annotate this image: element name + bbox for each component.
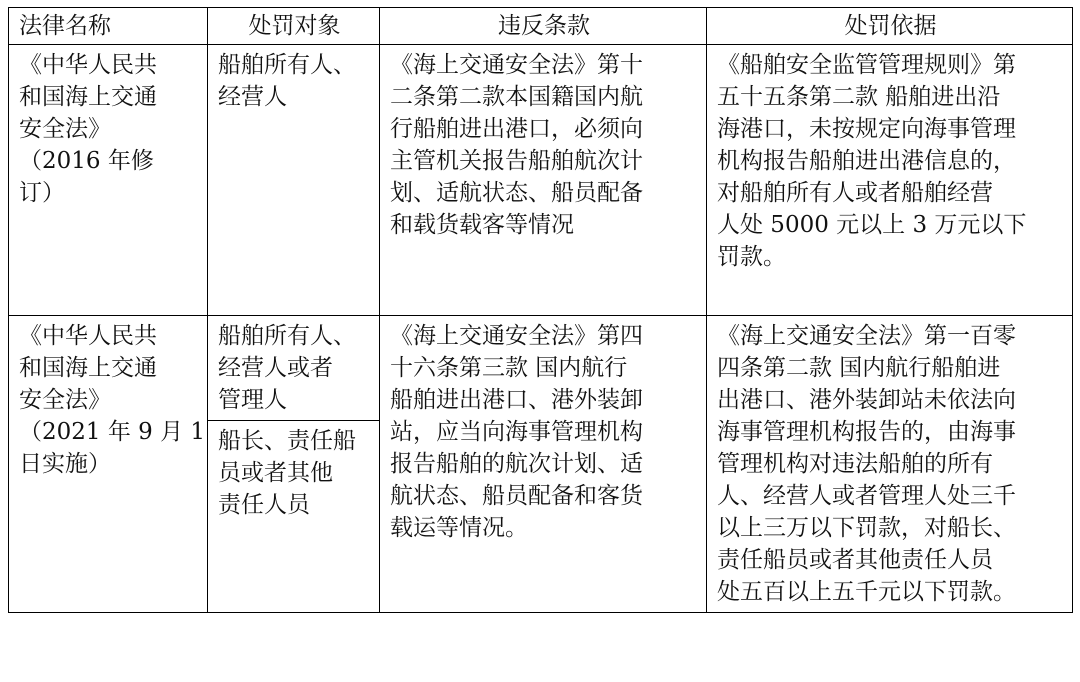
violation-line: 《海上交通安全法》第四 [390,323,643,349]
violation-line: 二条第二款本国籍国内航 [390,84,643,110]
target-line: 船长、责任船 [218,428,356,454]
basis-line: 对船舶所有人或者船舶经营 [717,180,993,206]
basis-line: 以上三万以下罚款，对船长、 [717,515,1016,541]
basis-line: 罚款。 [717,244,786,270]
violation-line: 《海上交通安全法》第十 [390,52,643,78]
law-name-line: 和国海上交通 [19,84,157,110]
basis-line: 人处 5000 元以上 3 万元以下 [717,212,1027,238]
violation-line: 划、适航状态、船员配备 [390,180,643,206]
target-line: 经营人 [218,84,287,110]
basis-cell [707,316,1073,613]
violation-line: 航状态、船员配备和客货 [390,483,643,509]
table-row [9,45,1073,316]
law-name-cell [9,316,208,613]
header-basis: 处罚依据 [707,8,1073,45]
violation-line: 载运等情况。 [390,515,528,541]
target-subcell [208,420,379,521]
header-violation: 违反条款 [380,8,707,45]
violation-cell [380,45,707,316]
target-cell [208,316,380,613]
law-name-cell [9,45,208,316]
law-name-line: （2021 年 9 月 1 [19,419,206,445]
law-name-line: 安全法》 [19,116,111,142]
basis-line: 责任船员或者其他责任人员 [717,547,993,573]
basis-line: 《海上交通安全法》第一百零 [717,323,1016,349]
header-target: 处罚对象 [208,8,380,45]
target-line: 船舶所有人、 [218,323,356,349]
violation-line: 和载货载客等情况 [390,212,574,238]
target-line: 员或者其他 [218,460,333,486]
target-line: 经营人或者 [218,355,333,381]
law-name-line: 和国海上交通 [19,355,157,381]
basis-line: 海港口，未按规定向海事管理 [717,116,1016,142]
law-name-line: 《中华人民共 [19,52,157,78]
law-name-line: （2016 年修 [19,148,154,174]
law-name-line: 《中华人民共 [19,323,157,349]
law-name-line: 日实施） [19,451,111,477]
basis-line: 《船舶安全监管管理规则》第 [717,52,1016,78]
violation-line: 报告船舶的航次计划、适 [390,451,643,477]
basis-line: 管理机构对违法船舶的所有 [717,451,993,477]
penalty-table-container [8,7,1072,613]
violation-line: 行船舶进出港口，必须向 [390,116,643,142]
violation-line: 主管机关报告船舶航次计 [390,148,643,174]
target-line: 管理人 [218,387,287,413]
basis-line: 机构报告船舶进出港信息的， [717,148,1016,174]
law-name-line: 订） [19,180,65,206]
basis-line: 四条第二款 国内航行船舶进 [717,355,1001,381]
basis-line: 五十五条第二款 船舶进出沿 [717,84,1001,110]
target-line: 责任人员 [218,492,310,518]
penalty-table [8,7,1073,613]
basis-line: 海事管理机构报告的，由海事 [717,419,1016,445]
basis-line: 人、经营人或者管理人处三千 [717,483,1016,509]
violation-cell [380,316,707,613]
target-cell [208,45,380,316]
violation-line: 船舶进出港口、港外装卸 [390,387,643,413]
table-row [9,316,1073,613]
violation-line: 十六条第三款 国内航行 [390,355,628,381]
basis-line: 出港口、港外装卸站未依法向 [717,387,1016,413]
header-law-name: 法律名称 [9,8,208,45]
violation-line: 站，应当向海事管理机构 [390,419,643,445]
basis-line: 处五百以上五千元以下罚款。 [717,579,1016,605]
table-header-row [9,8,1073,45]
law-name-line: 安全法》 [19,387,111,413]
basis-cell [707,45,1073,316]
target-line: 船舶所有人、 [218,52,356,78]
